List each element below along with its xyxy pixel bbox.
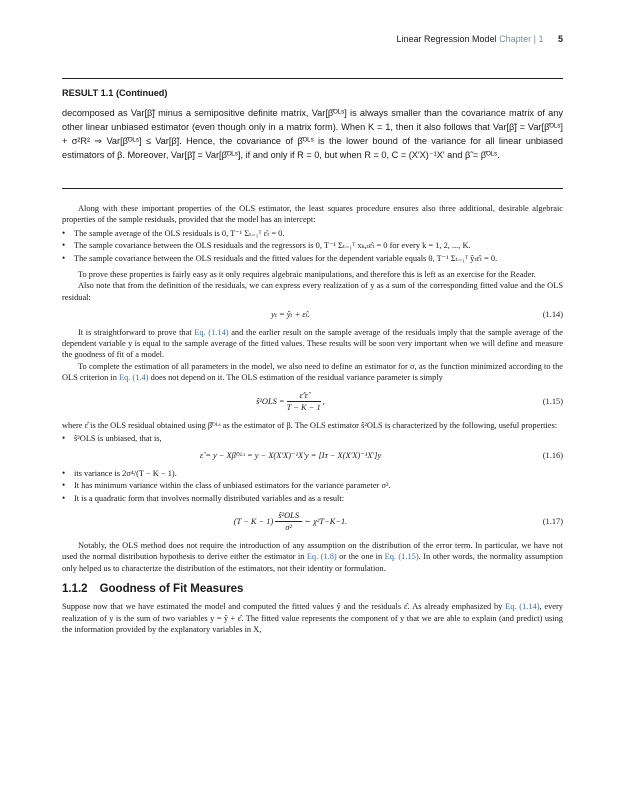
result-title: RESULT 1.1 (Continued) bbox=[62, 88, 168, 98]
result-box bbox=[62, 86, 563, 162]
equation-reference-link[interactable]: Eq. (1.14) bbox=[194, 327, 229, 337]
fraction bbox=[287, 390, 321, 414]
text-span: does not depend on it. The OLS estimation of the residual variance parameter is simply bbox=[148, 373, 443, 383]
fraction-denominator: σ² bbox=[285, 523, 293, 533]
equation-expression: yₜ = ŷₜ + ε̂ₜ. bbox=[271, 310, 310, 320]
equation-1-16 bbox=[62, 450, 563, 461]
result-top-rule bbox=[62, 78, 563, 79]
list-item: • The sample covariance between the OLS residuals and the fitted values for the dependent variable equals 0, T⁻¹ Σₜ₌₁ᵀ ŷₜε̂ₜ = 0. bbox=[62, 253, 563, 264]
section-heading bbox=[62, 584, 563, 595]
text-span: . In other words, the normality assumption only helped us to characterize the distribution of the estimators, not their identity or formulation. bbox=[62, 552, 563, 573]
paragraph-proof: To prove these properties is fairly easy as it only requires algebraic manipulations, and therefore this is left as an exercise for the Reader. bbox=[78, 270, 536, 280]
result-bottom-rule bbox=[62, 188, 563, 189]
list-item: • The sample average of the OLS residuals is 0, T⁻¹ Σₜ₌₁ᵀ ε̂ₜ = 0. bbox=[62, 228, 563, 239]
body-text bbox=[62, 203, 563, 636]
equation-1-17 bbox=[62, 510, 563, 534]
paragraph-residuals: Also note that from the definition of the residuals, we can express every realization of y as a sum of the corresponding fitted value and the OLS residual: bbox=[62, 281, 563, 302]
paragraph-where: where ε̂ is the OLS residual obtained using β̂ᴼᴸˢ as the estimator of β. The OLS estimator ŝ²OLS is characterized by the following, useful properties: bbox=[62, 420, 558, 430]
paragraph-complete bbox=[62, 361, 563, 384]
paragraph-suppose bbox=[62, 601, 563, 635]
list-item: • ŝ²OLS is unbiased, that is, bbox=[62, 433, 563, 444]
estimator-properties-list bbox=[62, 433, 563, 444]
running-header bbox=[62, 34, 563, 44]
equation-expression bbox=[62, 510, 519, 534]
list-item: • its variance is 2σ⁴/(T − K − 1). bbox=[62, 468, 563, 479]
section-title: Goodness of Fit Measures bbox=[99, 582, 244, 595]
equation-expression: ε̂ = y − Xβ̂ᴼᴸˢ = y − X(X′X)⁻¹X′y = [Iᴛ − X(X′X)⁻¹X′]y bbox=[199, 451, 382, 461]
paragraph-intro: Along with these important properties of the OLS estimator, the least squares procedure ensures also three additional, desirable algebraic properties of the sample residuals, provided that the model has an intercept: bbox=[62, 204, 563, 225]
text-span: Suppose now that we have estimated the model and computed the fitted values ŷ and the residuals ε̂. As already emphasized by bbox=[62, 602, 506, 612]
residual-properties-list bbox=[62, 228, 563, 264]
equation-number: (1.15) bbox=[542, 396, 563, 406]
text-span: and the earlier result on the sample average of the residuals imply that the sample average of the dependent variable y is equal to the sample average of the fitted values. These results will be soon very important when we will define and measure the goodness of fit of a model. bbox=[62, 327, 563, 360]
equation-reference-link[interactable]: Eq. (1.4) bbox=[119, 373, 149, 383]
fraction-numerator: ŝ²OLS bbox=[275, 510, 302, 522]
equation-reference-link[interactable]: Eq. (1.15) bbox=[384, 552, 419, 562]
equation-reference-link[interactable]: Eq. (1.14) bbox=[505, 602, 540, 612]
equation-reference-link[interactable]: Eq. (1.8) bbox=[306, 552, 337, 562]
equation-expression bbox=[62, 390, 519, 414]
equation-1-15 bbox=[62, 390, 563, 414]
equation-1-14 bbox=[62, 309, 563, 320]
equation-number: (1.17) bbox=[542, 517, 563, 527]
fraction-numerator: ε̂′ε̂ bbox=[287, 390, 321, 402]
header-chapter: Chapter | 1 bbox=[499, 34, 544, 44]
equation-tail: ∼ χ²T−K−1. bbox=[304, 516, 348, 526]
equation-number: (1.14) bbox=[542, 310, 563, 320]
paragraph-straightforward bbox=[62, 327, 563, 361]
equation-number: (1.16) bbox=[542, 451, 563, 461]
list-item: • It is a quadratic form that involves normally distributed variables and as a result: bbox=[62, 493, 563, 504]
list-item: • It has minimum variance within the class of unbiased estimators for the variance parameter σ². bbox=[62, 480, 563, 491]
text-span: , every realization of y is the sum of two variables y = ŷ + ε̂. The fitted value represents the component of y that we are able to explain (and predict) using the information provided by the explanatory variables in X, bbox=[62, 602, 563, 635]
fraction bbox=[275, 510, 302, 534]
equation-lhs: (T − K − 1) bbox=[233, 516, 274, 526]
text-span: To complete the estimation of all parameters in the model, we also need to define an estimator for σ, as the function minimized according to the OLS criterion in bbox=[62, 361, 563, 383]
text-span: It is straightforward to prove that bbox=[78, 327, 195, 337]
header-book-title: Linear Regression Model bbox=[396, 34, 497, 44]
fraction-denominator: T − K − 1 bbox=[286, 403, 321, 413]
paragraph-notably bbox=[62, 540, 563, 574]
estimator-properties-list-continued bbox=[62, 468, 563, 504]
result-text: decomposed as Var[β̃] minus a semipositive definite matrix, Var[β̂ᴼᴸˢ] is always smaller than the covariance matrix of any other linear unbiased estimator (even though only in a matrix form). When K = 1, then it also follows that Var[β̃] = Var[β̂ᴼᴸˢ] + σ²R² ⇒ Var[β̂ᴼᴸˢ] ≤ Var[β̃]. Hence, the covariance of β̂ᴼᴸˢ is the lower bound of the variance for all linear unbiased estimators of β. Moreover, Var[β̃] = Var[β̂ᴼᴸˢ], if and only if R = 0, but when R = 0, C = (X′X)⁻¹X′ and β̃ = β̂ᴼᴸˢ. bbox=[62, 108, 563, 160]
list-item: • The sample covariance between the OLS residuals and the regressors is 0, T⁻¹ Σₜ₌₁ᵀ xₖ,ₜε̂ₜ = 0 for every k = 1, 2, ..., K. bbox=[62, 240, 563, 251]
section-number: 1.1.2 bbox=[62, 582, 88, 595]
text-span: Notably, the OLS method does not require the introduction of any assumption on the distribution of the error term. In particular, we have not used the normal distribution hypothesis to derive either the estimator in bbox=[62, 540, 563, 562]
page-number: 5 bbox=[557, 34, 563, 44]
equation-lhs: ŝ²OLS = bbox=[256, 396, 285, 406]
equation-tail: , bbox=[322, 396, 325, 406]
text-span: or the one in bbox=[336, 552, 385, 562]
